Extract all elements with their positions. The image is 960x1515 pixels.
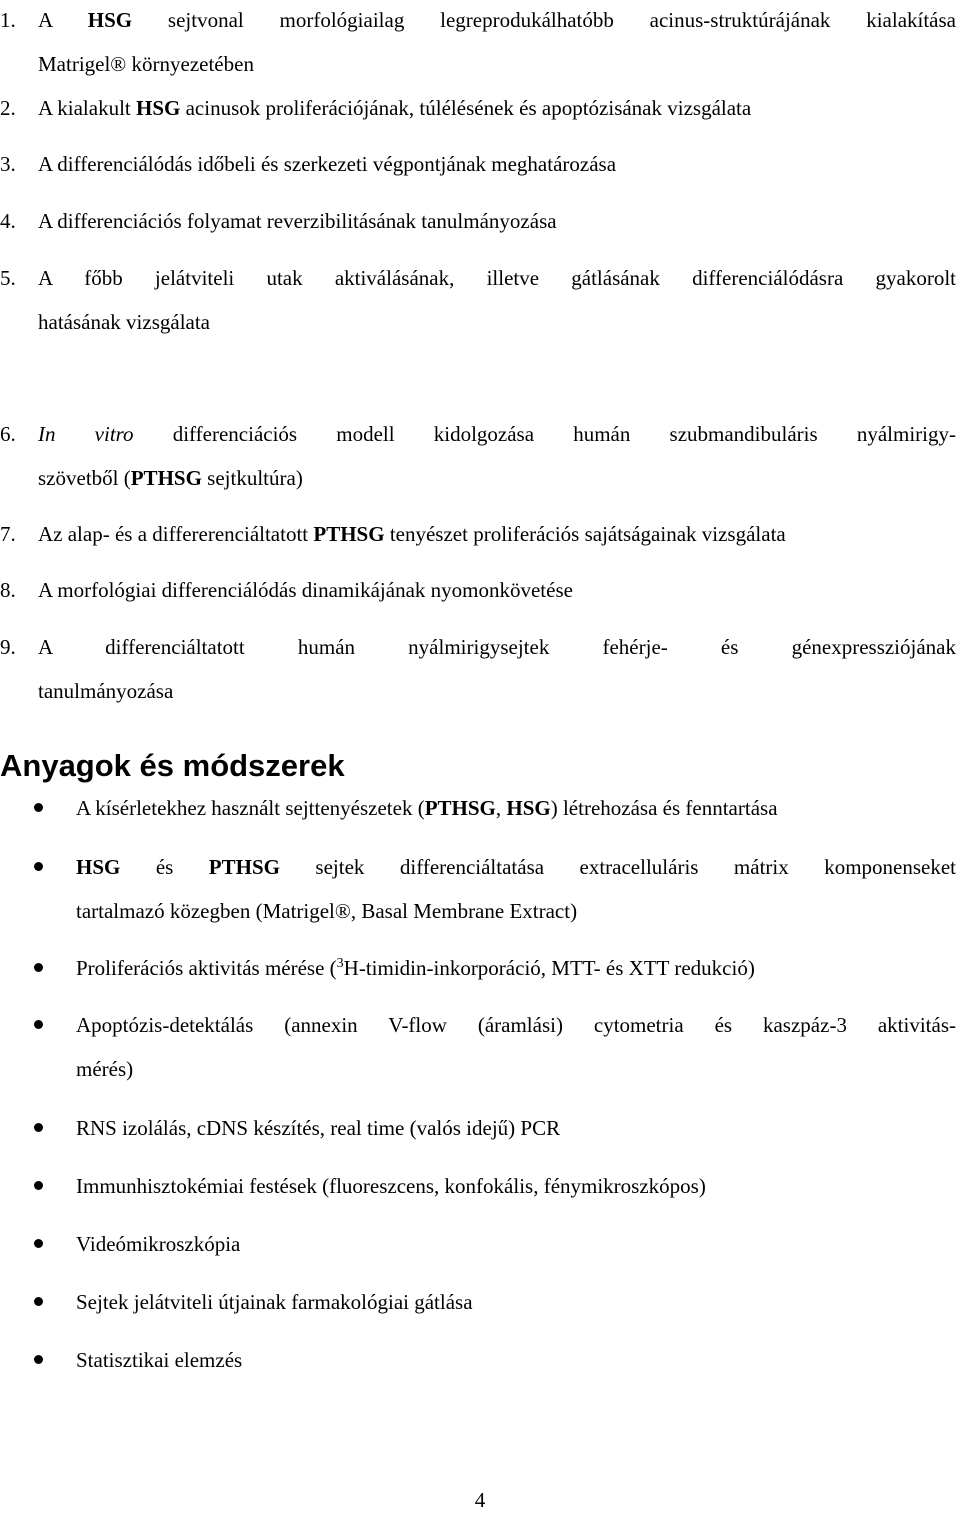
text-span: HSG [136,96,181,120]
text-span: HSG [506,796,551,820]
text-line: Az alap- és a differerenciáltatott PTHSG tenyészet proliferációs sajátságainak vizsgálata [38,522,786,546]
text-line: A differenciálódás időbeli és szerkezeti végpontjának meghatározása [38,152,617,176]
item-text [76,1106,956,1150]
text-line: A kialakult HSG acinusok proliferációjának, túlélésének és apoptózisának vizsgálata [38,96,752,120]
bullet-icon [34,1181,43,1190]
text-line: Videómikroszkópia [76,1232,241,1256]
text-span: 3 [336,956,344,971]
bullet-icon [34,1020,43,1029]
bullet-icon [34,803,43,812]
text-line: Matrigel® környezetében [38,52,254,76]
item-text [38,199,956,243]
bullet-icon [34,963,43,972]
item-text [38,142,956,186]
item-text [76,946,956,990]
item-text [38,412,956,500]
item-number: 7. [0,522,16,546]
text-span: In vitro [38,422,134,446]
item-text [38,86,956,130]
item-text [76,1280,956,1324]
item-number: 1. [0,8,16,32]
text-line: Apoptózis-detektálás (annexin V-flow (áramlási) cytometria és kaszpáz-3 aktivitás- [76,1013,956,1037]
item-text [38,256,956,344]
item-number: 2. [0,96,16,120]
section-heading: Anyagok és módszerek [0,748,345,783]
text-line: A kísérletekhez használt sejttenyészetek (PTHSG, HSG) létrehozása és fenntartása [76,796,778,820]
item-text [76,1003,956,1091]
item-text [38,512,956,556]
bullet-icon [34,1123,43,1132]
item-text [38,0,956,86]
item-number: 3. [0,152,16,176]
text-line: A főbb jelátviteli utak aktiválásának, illetve gátlásának differenciálódásra gyakorolt [38,266,956,290]
item-number: 5. [0,266,16,290]
bullet-icon [34,1239,43,1248]
text-line: mérés) [76,1057,134,1081]
text-line: tanulmányozása [38,679,174,703]
text-span: PTHSG [313,522,385,546]
bullet-icon [34,1297,43,1306]
text-line: HSG és PTHSG sejtek differenciáltatása extracelluláris mátrix komponenseket [76,855,956,879]
text-line: szövetből (PTHSG sejtkultúra) [38,466,303,490]
item-number: 9. [0,635,16,659]
item-text [76,786,956,830]
text-line: A differenciáltatott humán nyálmirigysejtek fehérje- és génexpressziójának [38,635,956,659]
text-span: PTHSG [424,796,496,820]
text-line: In vitro differenciációs modell kidolgozása humán szubmandibuláris nyálmirigy- [38,422,956,446]
text-line: tartalmazó közegben (Matrigel®, Basal Membrane Extract) [76,899,578,923]
item-text [38,568,956,612]
item-text [38,625,956,713]
text-span: PTHSG [208,855,280,879]
item-text [76,1164,956,1208]
text-line: Proliferációs aktivitás mérése ($^3$H-timidin-inkorporáció, MTT- és XTT redukció) [76,956,755,980]
text-line: A HSG sejtvonal morfológiailag legreprodukálhatóbb acinus-struktúrájának kialakítása [38,8,956,32]
item-number: 4. [0,209,16,233]
item-number: 6. [0,422,16,446]
text-span: HSG [76,855,121,879]
text-line: Sejtek jelátviteli útjainak farmakológiai gátlása [76,1290,473,1314]
text-line: Immunhisztokémiai festések (fluoreszcens, konfokális, fénymikroszkópos) [76,1174,706,1198]
text-line: RNS izolálás, cDNS készítés, real time (valós idejű) PCR [76,1116,561,1140]
text-span: HSG [87,8,133,32]
text-line: hatásának vizsgálata [38,310,210,334]
item-text [76,1222,956,1266]
page-number: 4 [474,1488,486,1512]
text-line: A morfológiai differenciálódás dinamikájának nyomonkövetése [38,578,573,602]
item-number: 8. [0,578,16,602]
text-line: Statisztikai elemzés [76,1348,243,1372]
item-text [76,845,956,933]
bullet-icon [34,1355,43,1364]
text-span: PTHSG [130,466,202,490]
item-text [76,1338,956,1382]
bullet-icon [34,862,43,871]
text-line: A differenciációs folyamat reverzibilitásának tanulmányozása [38,209,557,233]
